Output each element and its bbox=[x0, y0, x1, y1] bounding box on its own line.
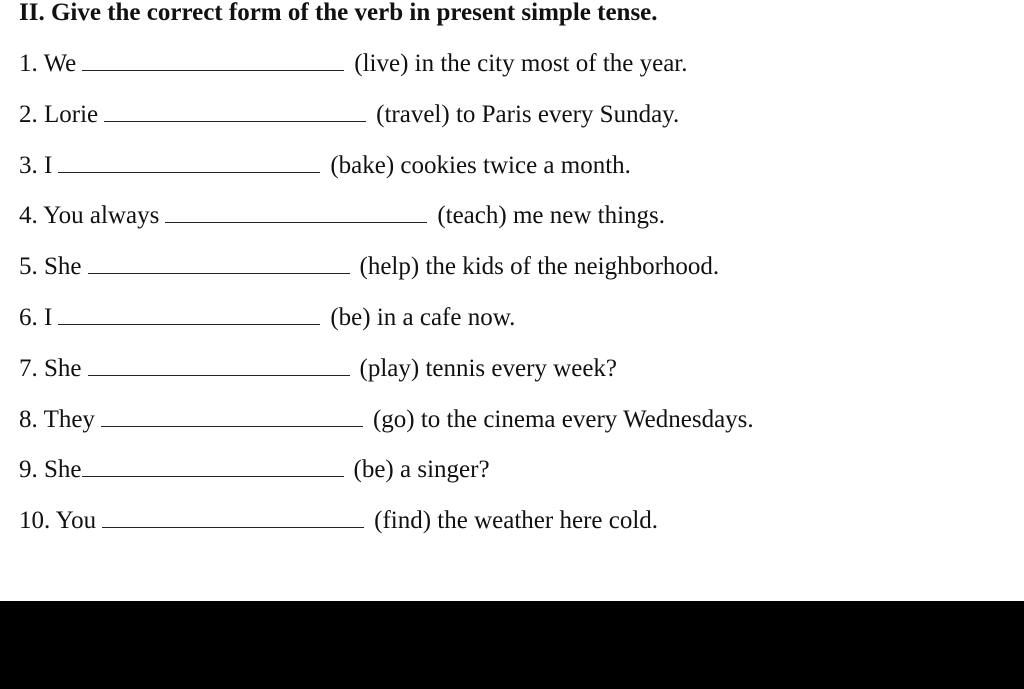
exercise-item-10 bbox=[19, 501, 754, 552]
exercise-item-1 bbox=[19, 44, 754, 95]
exercise-item-5 bbox=[19, 247, 754, 298]
exercise-item-4 bbox=[19, 196, 754, 247]
item-subject: She bbox=[44, 456, 82, 484]
item-number: 1. bbox=[19, 50, 38, 77]
answer-blank-2[interactable] bbox=[104, 95, 366, 122]
answer-blank-9[interactable] bbox=[82, 450, 344, 477]
item-subject: We bbox=[43, 50, 77, 77]
black-bottom-bar bbox=[0, 601, 1024, 689]
item-prompt: (teach) me new things. bbox=[437, 202, 666, 230]
item-number: 10. bbox=[19, 507, 51, 535]
item-prompt: (find) the weather here cold. bbox=[374, 507, 659, 535]
item-subject: I bbox=[44, 151, 53, 179]
item-subject: They bbox=[43, 405, 95, 433]
item-number: 7. bbox=[19, 354, 38, 382]
item-prompt: (be) a singer? bbox=[353, 456, 490, 484]
item-number: 5. bbox=[19, 253, 38, 281]
answer-blank-6[interactable] bbox=[58, 298, 320, 325]
item-subject: Lorie bbox=[44, 100, 99, 128]
answer-blank-4[interactable] bbox=[165, 196, 427, 223]
item-prompt: (travel) to Paris every Sunday. bbox=[376, 100, 680, 128]
item-prompt: (go) to the cinema every Wednesdays. bbox=[372, 405, 754, 433]
item-number: 4. bbox=[19, 202, 38, 230]
exercise-heading: II. Give the correct form of the verb in present simple tense. bbox=[19, 0, 658, 26]
item-prompt: (be) in a cafe now. bbox=[330, 303, 516, 331]
exercise-item-3 bbox=[19, 146, 754, 197]
answer-blank-5[interactable] bbox=[88, 247, 350, 274]
answer-blank-3[interactable] bbox=[58, 146, 320, 173]
exercise-item-7 bbox=[19, 349, 754, 400]
item-number: 8. bbox=[19, 405, 38, 433]
answer-blank-10[interactable] bbox=[102, 501, 364, 528]
item-subject: She bbox=[44, 253, 82, 281]
item-prompt: (play) tennis every week? bbox=[359, 354, 618, 382]
answer-blank-1[interactable] bbox=[82, 44, 344, 71]
item-prompt: (bake) cookies twice a month. bbox=[330, 151, 631, 179]
exercise-item-9 bbox=[19, 450, 754, 501]
item-prompt: (live) in the city most of the year. bbox=[354, 50, 688, 77]
item-subject: You bbox=[55, 507, 97, 535]
exercise-item-8 bbox=[19, 400, 754, 451]
exercise-item-2 bbox=[19, 95, 754, 146]
item-number: 6. bbox=[19, 303, 38, 331]
item-number: 2. bbox=[19, 100, 38, 128]
item-subject: I bbox=[44, 303, 53, 331]
item-subject: You always bbox=[43, 202, 160, 230]
answer-blank-7[interactable] bbox=[88, 349, 350, 376]
item-number: 3. bbox=[19, 151, 38, 179]
exercise-list bbox=[19, 44, 754, 552]
exercise-item-6 bbox=[19, 298, 754, 349]
item-number: 9. bbox=[19, 456, 38, 484]
answer-blank-8[interactable] bbox=[101, 400, 363, 427]
item-subject: She bbox=[44, 354, 82, 382]
item-prompt: (help) the kids of the neighborhood. bbox=[359, 253, 720, 281]
